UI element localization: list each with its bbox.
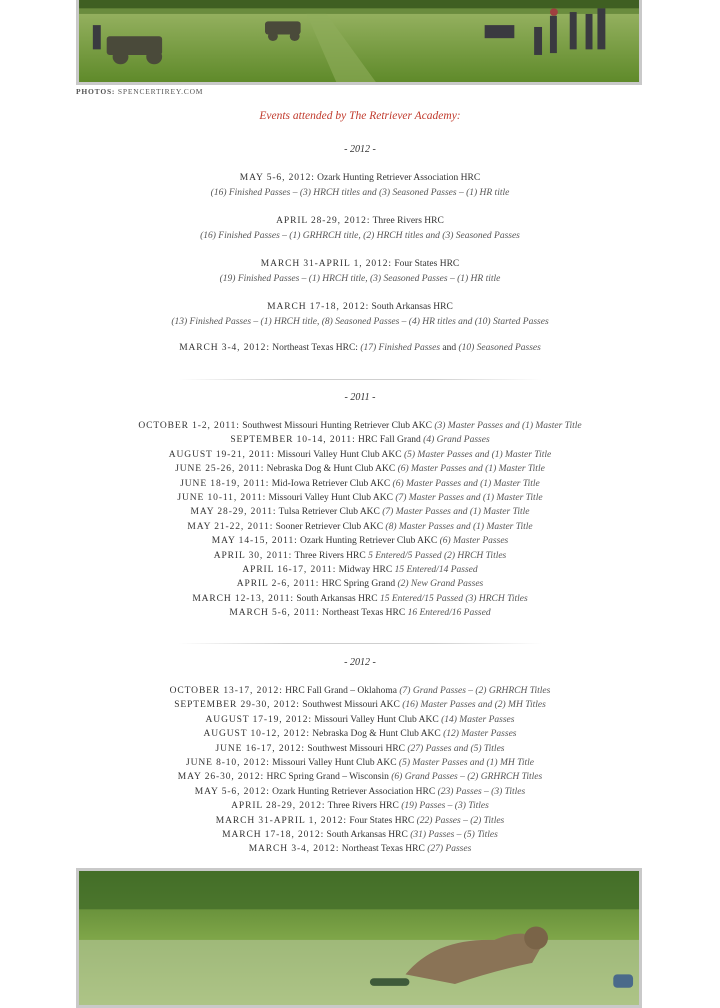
event-name: Missouri Valley Hunt Club AKC [314,714,439,725]
year-heading-2012-a: - 2012 - [344,144,376,155]
event-result: (22) Passes – (2) Titles [416,815,505,826]
event-result: (19) Passes – (3) Titles [401,801,489,812]
event-result: (2) New Grand Passes [397,579,484,590]
event-item [0,592,720,606]
event-result: (4) Grand Passes [423,435,490,446]
event-date: MARCH 17-18, 2012: [267,302,370,312]
events-2012-list [0,684,720,857]
event-result: (27) Passes [427,844,472,855]
event-result: (6) Grand Passes – (2) GRHRCH Titles [391,772,543,783]
event-date: APRIL 30, 2011: [213,550,293,561]
event-date: AUGUST 17-19, 2012: [205,714,312,725]
event-item [0,300,720,329]
event-name: Northeast Texas HRC [322,608,406,619]
event-date: AUGUST 19-21, 2011: [168,449,275,460]
event-conjunction: and [442,343,457,353]
event-northeast-texas-2012 [0,341,720,356]
event-name: Four States HRC [349,815,415,826]
event-item [0,419,720,433]
event-date: MARCH 31-APRIL 1, 2012: [260,259,392,269]
event-item [0,520,720,534]
event-item [0,842,720,856]
event-result: (8) Master Passes and (1) Master Title [385,521,533,532]
event-result: (23) Passes – (3) Titles [437,786,526,797]
photo-credit-label: PHOTOS: [76,87,116,96]
events-2011-list [0,419,720,621]
event-item [0,534,720,548]
event-result: 5 Entered/5 Passed (2) HRCH Titles [368,550,507,561]
event-date: APRIL 28-29, 2012: [276,216,371,226]
event-result: 15 Entered/15 Passed (3) HRCH Titles [379,593,528,604]
event-item [0,505,720,519]
event-name: South Arkansas HRC [296,593,378,604]
event-result: (12) Master Passes [443,729,517,740]
event-date: MAY 26-30, 2012: [177,772,265,783]
event-date: JUNE 18-19, 2011: [180,478,270,489]
event-name: Three Rivers HRC [372,216,444,226]
event-name: South Arkansas HRC [326,830,408,841]
event-item [0,698,720,712]
event-name: Ozark Hunting Retriever Club AKC [300,536,438,547]
event-date: SEPTEMBER 10-14, 2011: [230,435,356,446]
event-result: (16) Master Passes and (2) MH Titles [402,700,546,711]
event-name: Northeast Texas HRC: [272,343,358,353]
event-result: 16 Entered/16 Passed [407,608,491,619]
event-name: South Arkansas HRC [371,302,453,312]
event-item [0,577,720,591]
event-item [0,785,720,799]
event-result: (6) Master Passes and (1) Master Title [397,464,545,475]
photo-credit [76,87,203,96]
event-name: Missouri Valley Hunt Club AKC [268,493,393,504]
event-item [0,257,720,286]
event-result: (19) Finished Passes – (1) HRCH title, (3) Seasoned Passes – (1) HR title [219,273,501,284]
event-result: (7) Master Passes and (1) Master Title [395,493,543,504]
event-date: MAY 14-15, 2011: [211,536,298,547]
event-date: APRIL 16-17, 2011: [242,565,337,576]
event-item [0,549,720,563]
event-name: Mid-Iowa Retriever Club AKC [271,478,391,489]
photo-credit-name[interactable]: SPENCERTIREY.COM [117,87,204,96]
event-item [0,448,720,462]
event-result: (17) Finished Passes [360,343,441,353]
event-item [0,756,720,770]
events-2012-detailed [0,171,720,343]
event-name: Northeast Texas HRC [341,844,425,855]
section-divider [178,379,542,380]
event-item [0,713,720,727]
event-item [0,477,720,491]
event-date: MAY 5-6, 2012: [239,173,315,183]
event-item [0,214,720,243]
events-heading: Events attended by The Retriever Academy: [259,110,461,122]
event-name: Southwest Missouri Hunting Retriever Club AKC [242,421,432,431]
event-item [0,742,720,756]
event-name: HRC Spring Grand – Wisconsin [266,772,389,783]
event-result: (6) Master Passes [439,536,509,547]
event-date: SEPTEMBER 29-30, 2012: [174,700,300,711]
year-heading-2011: - 2011 - [344,392,376,403]
event-name: Southwest Missouri HRC [307,743,405,754]
event-item [0,814,720,828]
event-result: (13) Finished Passes – (1) HRCH title, (8) Seasoned Passes – (4) HR titles and (10) Started Passes [171,316,549,327]
event-result: (16) Finished Passes – (3) HRCH titles and (3) Seasoned Passes – (1) HR title [210,187,510,198]
event-date: MARCH 31-APRIL 1, 2012: [215,815,347,826]
event-name: Missouri Valley Hunt Club AKC [272,758,397,769]
event-name: Midway HRC [338,565,393,576]
event-item [0,462,720,476]
event-result: (3) Master Passes and (1) Master Title [434,421,582,431]
event-name: Four States HRC [394,259,460,269]
bottom-dog-photo [76,868,642,1008]
event-item [0,491,720,505]
event-date: JUNE 8-10, 2012: [185,758,270,769]
event-result: (7) Master Passes and (1) Master Title [382,507,530,518]
event-name: Sooner Retriever Club AKC [275,521,384,532]
event-result: (10) Seasoned Passes [458,343,541,353]
event-date: MARCH 17-18, 2012: [222,830,325,841]
event-name: Nebraska Dog & Hunt Club AKC [312,729,441,740]
event-name: Southwest Missouri AKC [302,700,400,711]
event-date: MAY 28-29, 2011: [190,507,277,518]
event-result: (6) Master Passes and (1) Master Title [392,478,540,489]
event-item [0,606,720,620]
event-date: MAY 21-22, 2011: [187,521,274,532]
section-divider [178,643,542,644]
event-date: MARCH 3-4, 2012: [179,343,270,353]
event-name: HRC Fall Grand – Oklahoma [285,686,398,696]
event-name: Ozark Hunting Retriever Association HRC [317,173,481,183]
event-result: (31) Passes – (5) Titles [410,830,498,841]
event-date: APRIL 2-6, 2011: [236,579,320,590]
event-date: APRIL 28-29, 2012: [231,801,326,812]
event-item [0,171,720,200]
event-item [0,433,720,447]
top-field-photo [76,0,642,85]
event-item [0,727,720,741]
event-result: 15 Entered/14 Passed [394,565,478,576]
event-name: Tulsa Retriever Club AKC [278,507,380,518]
event-item [0,563,720,577]
event-date: MAY 5-6, 2012: [194,786,270,797]
event-date: JUNE 25-26, 2011: [175,464,265,475]
event-date: JUNE 16-17, 2012: [215,743,305,754]
event-result: (7) Grand Passes – (2) GRHRCH Titles [399,686,551,696]
event-date: MARCH 5-6, 2011: [229,608,320,619]
event-name: Three Rivers HRC [327,801,399,812]
event-item [0,770,720,784]
event-date: JUNE 10-11, 2011: [177,493,267,504]
event-result: (5) Master Passes and (1) Master Title [403,449,552,460]
event-name: Nebraska Dog & Hunt Club AKC [266,464,396,475]
event-result: (27) Passes and (5) Titles [407,743,505,754]
event-item [0,799,720,813]
event-name: HRC Spring Grand [321,579,396,590]
event-result: (5) Master Passes and (1) MH Title [398,758,535,769]
year-heading-2012-b: - 2012 - [344,657,376,668]
event-date: OCTOBER 13-17, 2012: [169,686,283,696]
event-name: Three Rivers HRC [294,550,366,561]
event-date: AUGUST 10-12, 2012: [203,729,310,740]
event-result: (16) Finished Passes – (1) GRHRCH title, (2) HRCH titles and (3) Seasoned Passes [200,230,520,241]
event-result: (14) Master Passes [441,714,515,725]
event-date: MARCH 12-13, 2011: [192,593,294,604]
event-name: Ozark Hunting Retriever Association HRC [272,786,436,797]
event-name: HRC Fall Grand [357,435,421,446]
event-date: MARCH 3-4, 2012: [248,844,340,855]
event-date: OCTOBER 1-2, 2011: [138,421,240,431]
event-item [0,828,720,842]
event-name: Missouri Valley Hunt Club AKC [277,449,402,460]
event-item [0,684,720,698]
